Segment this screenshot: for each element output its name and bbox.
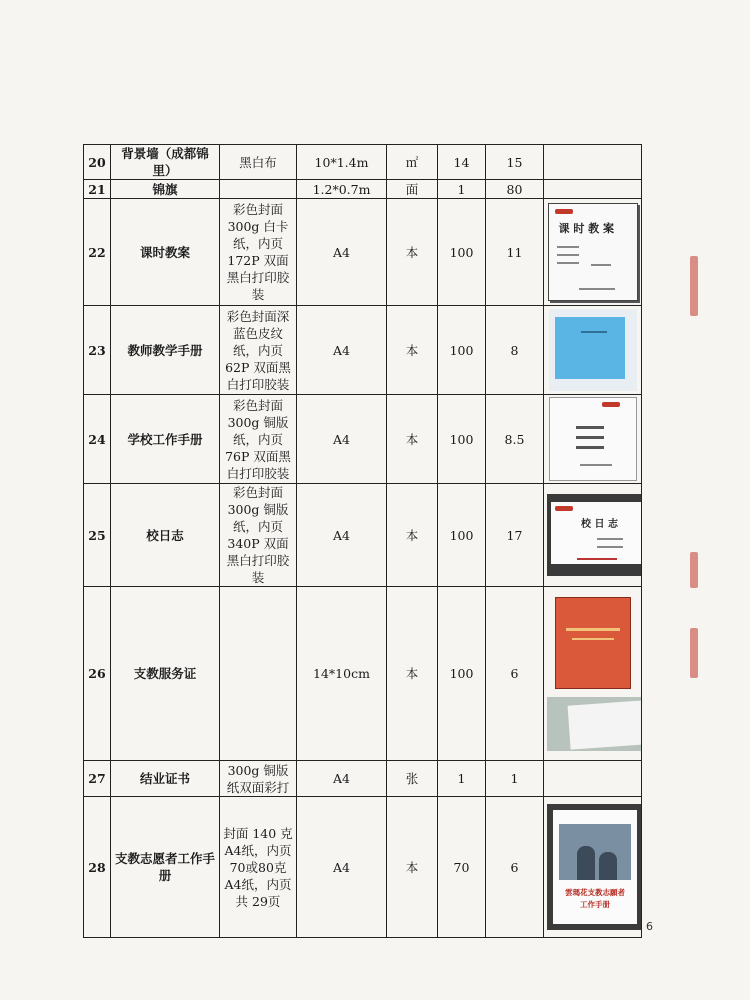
item-photo-cell	[544, 761, 642, 797]
item-spec	[220, 587, 297, 761]
cover-illustration	[559, 824, 631, 880]
cover-line	[557, 262, 579, 264]
item-price: 6	[486, 587, 544, 761]
person-figure	[599, 852, 617, 880]
item-photo-cell	[544, 145, 642, 180]
row-number: 24	[84, 395, 111, 484]
cover-line	[597, 546, 623, 548]
table-row	[84, 587, 642, 761]
item-qty: 1	[438, 761, 486, 797]
cover-line	[576, 436, 604, 439]
item-qty: 100	[438, 395, 486, 484]
item-unit: 面	[387, 180, 438, 199]
seal-fragment	[690, 256, 698, 316]
item-qty: 100	[438, 587, 486, 761]
item-spec: 黑白布	[220, 145, 297, 180]
item-size: A4	[297, 306, 387, 395]
cover-line	[580, 464, 612, 466]
item-size: 10*1.4m	[297, 145, 387, 180]
cover-line	[576, 446, 604, 449]
item-name: 锦旗	[111, 180, 220, 199]
cover-line	[572, 638, 614, 640]
volunteer-handbook-cover-photo	[547, 804, 642, 930]
item-name: 学校工作手册	[111, 395, 220, 484]
table-row	[84, 761, 642, 797]
cover-page	[551, 502, 642, 564]
cover-title: 校 日 志	[581, 519, 618, 530]
cover-line	[591, 264, 611, 266]
item-spec	[220, 180, 297, 199]
cover-line	[557, 246, 579, 248]
item-unit: 张	[387, 761, 438, 797]
teacher-handbook-cover-photo	[549, 309, 637, 391]
logo-mark	[555, 506, 573, 511]
item-photo-cell	[544, 306, 642, 395]
school-log-cover-photo	[547, 494, 642, 576]
page-number: 6	[646, 920, 653, 933]
item-price: 8	[486, 306, 544, 395]
school-workbook-cover-photo	[549, 397, 637, 481]
cover-title: 课 时 教 案	[558, 222, 614, 235]
service-certificate-cover-photo	[555, 597, 631, 689]
item-spec: 300g 铜版纸双面彩打	[220, 761, 297, 797]
item-spec: 彩色封面300g 铜版纸，内页 340P 双面黑白打印胶装	[220, 484, 297, 587]
table-row	[84, 395, 642, 484]
item-name: 课时教案	[111, 199, 220, 306]
item-qty: 14	[438, 145, 486, 180]
item-spec: 彩色封面深蓝色皮纹纸，内页 62P 双面黑白打印胶装	[220, 306, 297, 395]
item-size: 1.2*0.7m	[297, 180, 387, 199]
item-size: A4	[297, 761, 387, 797]
item-spec: 彩色封面300g 白卡纸，内页 172P 双面黑白打印胶装	[220, 199, 297, 306]
cover-line	[557, 254, 579, 256]
table-row	[84, 306, 642, 395]
cover-line	[579, 288, 615, 290]
item-unit: ㎡	[387, 145, 438, 180]
table-row	[84, 484, 642, 587]
table-row	[84, 180, 642, 199]
cover-page	[553, 810, 637, 924]
item-unit: 本	[387, 587, 438, 761]
row-number: 22	[84, 199, 111, 306]
item-name: 支教服务证	[111, 587, 220, 761]
cover-line	[576, 426, 604, 429]
item-name: 支教志愿者工作手册	[111, 797, 220, 938]
row-number: 23	[84, 306, 111, 395]
item-size: A4	[297, 797, 387, 938]
cover-page	[568, 700, 642, 749]
item-spec: 彩色封面300g 铜版纸，内页 76P 双面黑白打印胶装	[220, 395, 297, 484]
logo-mark	[555, 209, 573, 214]
cover-line	[566, 628, 620, 631]
item-photo-cell	[544, 199, 642, 306]
item-spec: 封面 140 克A4纸，内页70或80克A4纸，内页共 29页	[220, 797, 297, 938]
table-row	[84, 145, 642, 180]
service-certificate-inner-photo	[547, 697, 642, 751]
blue-cover	[555, 317, 625, 379]
item-name: 教师教学手册	[111, 306, 220, 395]
seal-fragment	[690, 552, 698, 588]
item-photo-cell	[544, 484, 642, 587]
lesson-plan-cover-photo	[548, 203, 638, 301]
item-price: 6	[486, 797, 544, 938]
item-price: 17	[486, 484, 544, 587]
item-qty: 70	[438, 797, 486, 938]
item-price: 1	[486, 761, 544, 797]
item-name: 背景墙（成都锦里）	[111, 145, 220, 180]
cover-line	[597, 538, 623, 540]
item-photo-cell	[544, 587, 642, 761]
item-unit: 本	[387, 306, 438, 395]
logo-mark	[602, 402, 620, 407]
row-number: 25	[84, 484, 111, 587]
item-price: 11	[486, 199, 544, 306]
item-name: 校日志	[111, 484, 220, 587]
item-price: 80	[486, 180, 544, 199]
item-photo-cell	[544, 395, 642, 484]
price-table	[83, 144, 642, 938]
table-row	[84, 199, 642, 306]
cover-title-line-1: 雲瑪花支教志願者	[565, 888, 625, 897]
item-size: A4	[297, 484, 387, 587]
item-qty: 1	[438, 180, 486, 199]
row-number: 26	[84, 587, 111, 761]
item-unit: 本	[387, 484, 438, 587]
item-unit: 本	[387, 199, 438, 306]
item-photo-cell	[544, 797, 642, 938]
item-qty: 100	[438, 199, 486, 306]
item-size: 14*10cm	[297, 587, 387, 761]
item-size: A4	[297, 199, 387, 306]
item-unit: 本	[387, 395, 438, 484]
item-price: 8.5	[486, 395, 544, 484]
cover-line	[581, 331, 607, 333]
item-size: A4	[297, 395, 387, 484]
table-row	[84, 797, 642, 938]
item-photo-cell	[544, 180, 642, 199]
item-qty: 100	[438, 484, 486, 587]
item-name: 结业证书	[111, 761, 220, 797]
person-figure	[577, 846, 595, 880]
item-price: 15	[486, 145, 544, 180]
row-number: 21	[84, 180, 111, 199]
seal-fragment	[690, 628, 698, 678]
item-unit: 本	[387, 797, 438, 938]
row-number: 28	[84, 797, 111, 938]
row-number: 20	[84, 145, 111, 180]
cover-line	[577, 558, 617, 560]
row-number: 27	[84, 761, 111, 797]
item-qty: 100	[438, 306, 486, 395]
cover-title-line-2: 工作手册	[580, 900, 610, 909]
